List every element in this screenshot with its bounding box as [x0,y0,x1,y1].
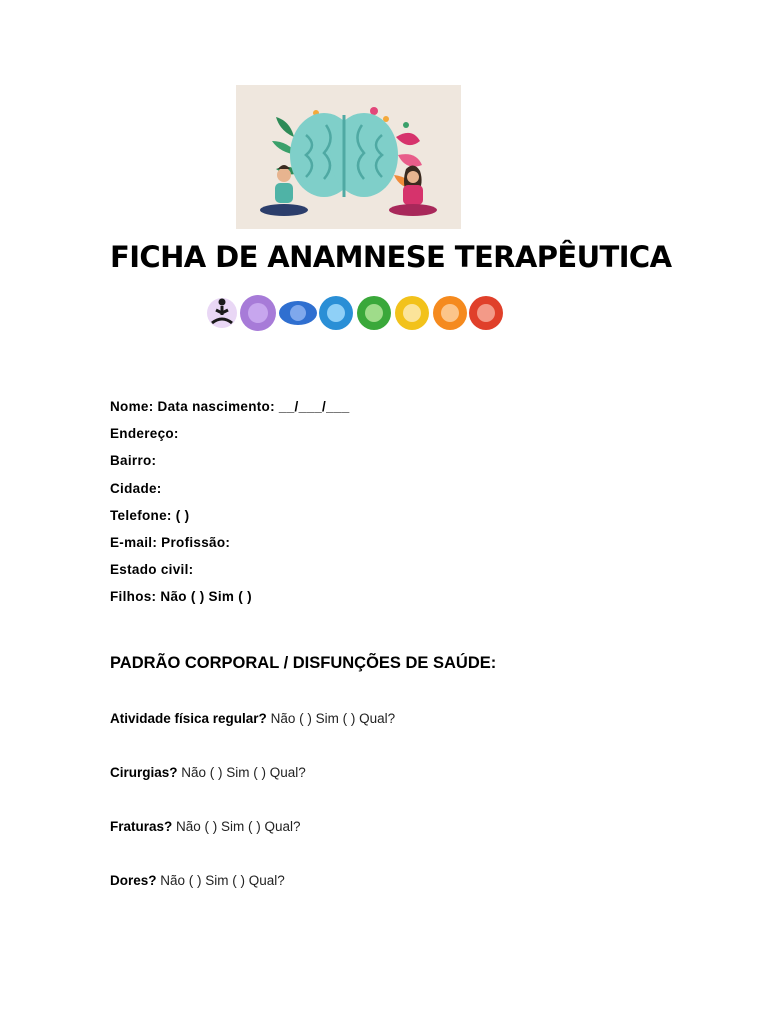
question-atividade-fisica [110,711,395,726]
question-options: Não ( ) Sim ( ) Qual? [266,711,396,726]
field-nome-nascimento: Nome: Data nascimento: __/___/___ [110,399,350,414]
field-cidade: Cidade: [110,480,162,496]
root-chakra-icon [469,296,503,330]
crown-chakra-icon [240,295,276,331]
field-bairro: Bairro: [110,453,157,469]
question-options: Não ( ) Sim ( ) Qual? [177,765,306,780]
question-label: Dores? [110,873,157,888]
question-label: Cirurgias? [110,765,178,780]
chakra-symbols-strip [206,293,504,333]
page-title: FICHA DE ANAMNESE TERAPÊUTICA [110,240,672,274]
meditating-figure-icon [207,298,237,328]
question-label: Fraturas? [110,819,173,834]
brain-icon [290,113,398,197]
question-fraturas [110,819,301,834]
third-eye-chakra-icon [279,301,317,325]
field-endereco: Endereço: [110,426,179,442]
meditation-brain-illustration [236,85,461,229]
section-title: PADRÃO CORPORAL / DISFUNÇÕES DE SAÚDE: [110,654,497,672]
personal-data-fields [110,393,350,611]
solar-plexus-chakra-icon [395,296,429,330]
question-cirurgias [110,765,306,780]
field-estado-civil: Estado civil: [110,562,194,578]
sacral-chakra-icon [433,296,467,330]
question-label: Atividade física regular? [110,711,267,726]
field-telefone: Telefone: ( ) [110,507,190,523]
heart-chakra-icon [357,296,391,330]
question-dores [110,873,285,888]
field-email-profissao: E-mail: Profissão: [110,535,231,551]
question-options: Não ( ) Sim ( ) Qual? [156,873,285,888]
question-options: Não ( ) Sim ( ) Qual? [172,819,301,834]
field-filhos: Filhos: Não ( ) Sim ( ) [110,589,252,605]
throat-chakra-icon [319,296,353,330]
